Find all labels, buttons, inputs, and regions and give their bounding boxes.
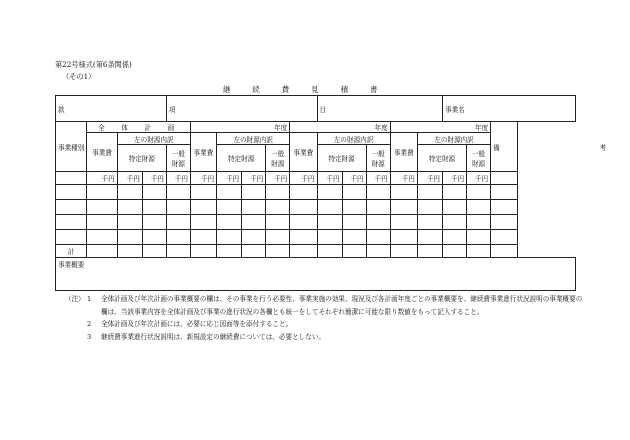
zaigen-uchiwake-2: 左の財源内訳 [317,133,390,145]
unit-cell: 千円 [342,172,366,185]
top-row [56,96,576,122]
ippan-zaigen-1 [266,145,290,172]
unit-cell: 千円 [217,172,242,185]
zaigen-label: 財源 [371,160,385,168]
nendo-header-3: 年度 [390,122,490,133]
nendo-header-1: 年度 [190,122,289,133]
table-row [56,185,576,200]
total-label: 計 [56,245,87,258]
biko-blank [491,172,518,185]
unit-cell: 千円 [190,172,216,185]
jigyohi-header-2: 事業費 [290,133,317,172]
notes-label: （注） [65,295,85,303]
ippan-zaigen-3 [467,145,491,172]
notes-indent [65,331,87,344]
ippan-zaigen-0 [166,145,190,172]
tokutei-zaigen-2: 特定財源 [317,145,366,172]
kou-cell [166,96,317,122]
nendo-header-2: 年度 [290,122,390,133]
moku-label: 目 [319,105,327,114]
ippan-label: 一般 [271,150,285,158]
zaigen-label: 財源 [171,160,185,168]
moku-cell [317,96,443,122]
header-row-1 [56,122,576,133]
zaigen-uchiwake-3: 左の財源内訳 [417,133,490,145]
unit-cell: 千円 [242,172,266,185]
kan-label: 款 [58,105,65,114]
notes [65,293,585,343]
note-number: 3 [87,332,92,341]
tokutei-zaigen-3: 特定財源 [417,145,466,172]
biko-header: 備 考 [491,122,518,172]
zentai-keikaku-header: 全 体 計 画 [87,122,191,133]
estimate-table [55,95,627,291]
unit-cell: 千円 [443,172,467,185]
jigyo-mei-label: 事業名 [445,105,465,114]
document-title: 継続費見積書 [223,85,400,94]
unit-cell: 千円 [290,172,317,185]
jigyo-gaiyo-cell [56,258,576,291]
note-text: 全体計画及び年次計画の事業概要の欄は、その事業を行う必要性、事業実施の効果、現況及び各計画年度ごとの事業概要を、継続費事業進行状況説明の事業概要の欄は、当該事業内容を全体計画及び事業の進行状況の各欄とも統一をしてそれぞれ簡潔に可能な限り数値をもって記入すること。 [101,295,583,316]
unit-cell: 千円 [467,172,491,185]
tokutei-zaigen-1: 特定財源 [217,145,266,172]
unit-row [56,172,576,185]
jigyohi-header-1: 事業費 [190,133,216,172]
kou-label: 項 [168,105,176,114]
unit-cell: 千円 [117,172,142,185]
zaigen-label: 財源 [471,160,486,168]
unit-cell: 千円 [366,172,390,185]
unit-cell: 千円 [317,172,342,185]
note-item [65,293,585,318]
unit-cell: 千円 [417,172,442,185]
jigyo-gaiyo-label: 事業概要 [58,261,85,269]
tokutei-zaigen-0: 特定財源 [117,145,166,172]
part-label: （その1） [62,72,96,81]
note-item [65,331,585,344]
unit-cell: 千円 [87,172,117,185]
note-text: 全体計画及び年次計画には、必要に応じ図面等を添付すること。 [101,320,293,329]
jigyohi-header-0: 事業費 [87,133,117,172]
unit-blank [56,172,87,185]
note-item [65,318,585,331]
jigyohi-header-3: 事業費 [390,133,417,172]
zaigen-uchiwake-0: 左の財源内訳 [117,133,190,145]
kan-cell [56,96,167,122]
zaigen-label: 財源 [271,160,285,168]
unit-cell: 千円 [266,172,290,185]
jigyo-gaiyo-row [56,258,576,291]
unit-cell: 千円 [166,172,190,185]
note-number: 1 [87,295,92,303]
notes-indent [65,318,87,331]
ippan-zaigen-2 [366,145,390,172]
form-number: 第22号様式(第6条関係) [55,60,132,69]
zaigen-uchiwake-1: 左の財源内訳 [217,133,290,145]
table-row [56,230,576,245]
table-row [56,215,576,230]
unit-cell: 千円 [142,172,166,185]
table-row [56,200,576,215]
note-number: 2 [87,320,92,329]
unit-cell: 千円 [390,172,417,185]
total-row [56,245,576,258]
ippan-label: 一般 [471,150,486,158]
ippan-label: 一般 [371,150,385,158]
jigyo-shubetsu-header: 事業種別 [56,122,87,172]
ippan-label: 一般 [171,150,185,158]
note-text: 継続費事業進行状況説明は、新規設定の継続費については、必要としない。 [101,332,326,341]
jigyo-mei-cell [443,96,576,122]
